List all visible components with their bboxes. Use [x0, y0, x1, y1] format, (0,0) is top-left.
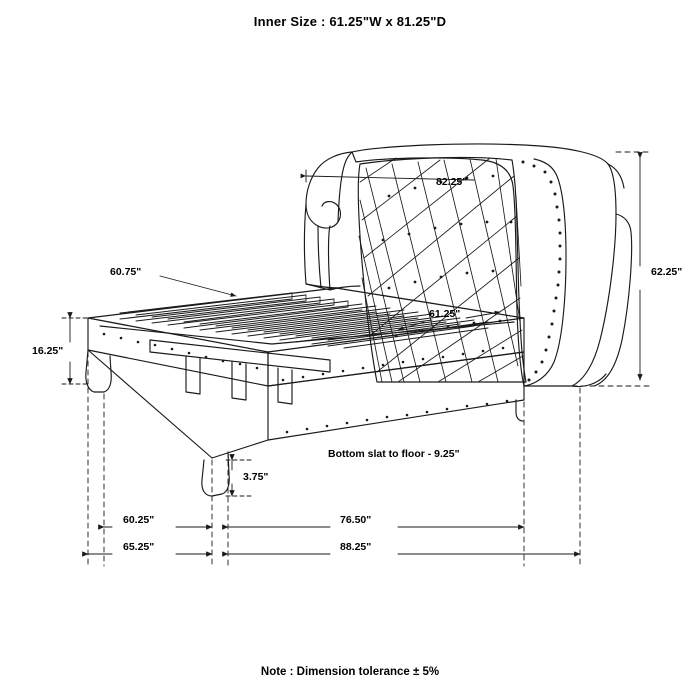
dimension-label-side-rail-height: 16.25" [32, 345, 64, 357]
dimension-label-headboard-height: 82.25" [436, 176, 468, 188]
dimension-label-inner-width: 61.25" [429, 308, 461, 320]
dimension-label-depth-mid: 76.50" [340, 514, 372, 526]
dimension-label-depth-inner: 60.25" [123, 514, 155, 526]
dimension-label-leg-height: 3.75" [243, 471, 269, 483]
dimension-label-depth-foot-overall: 65.25" [123, 541, 155, 553]
page-title: Inner Size : 61.25"W x 81.25"D [253, 14, 447, 29]
dimension-label-slat-to-floor: Bottom slat to floor - 9.25" [328, 448, 460, 460]
dimension-label-footboard-rail-length: 60.75" [110, 266, 142, 278]
dimension-label-overall-height: 62.25" [651, 266, 683, 278]
tolerance-note: Note : Dimension tolerance ± 5% [260, 666, 440, 678]
dimension-label-depth-overall: 88.25" [340, 541, 372, 553]
